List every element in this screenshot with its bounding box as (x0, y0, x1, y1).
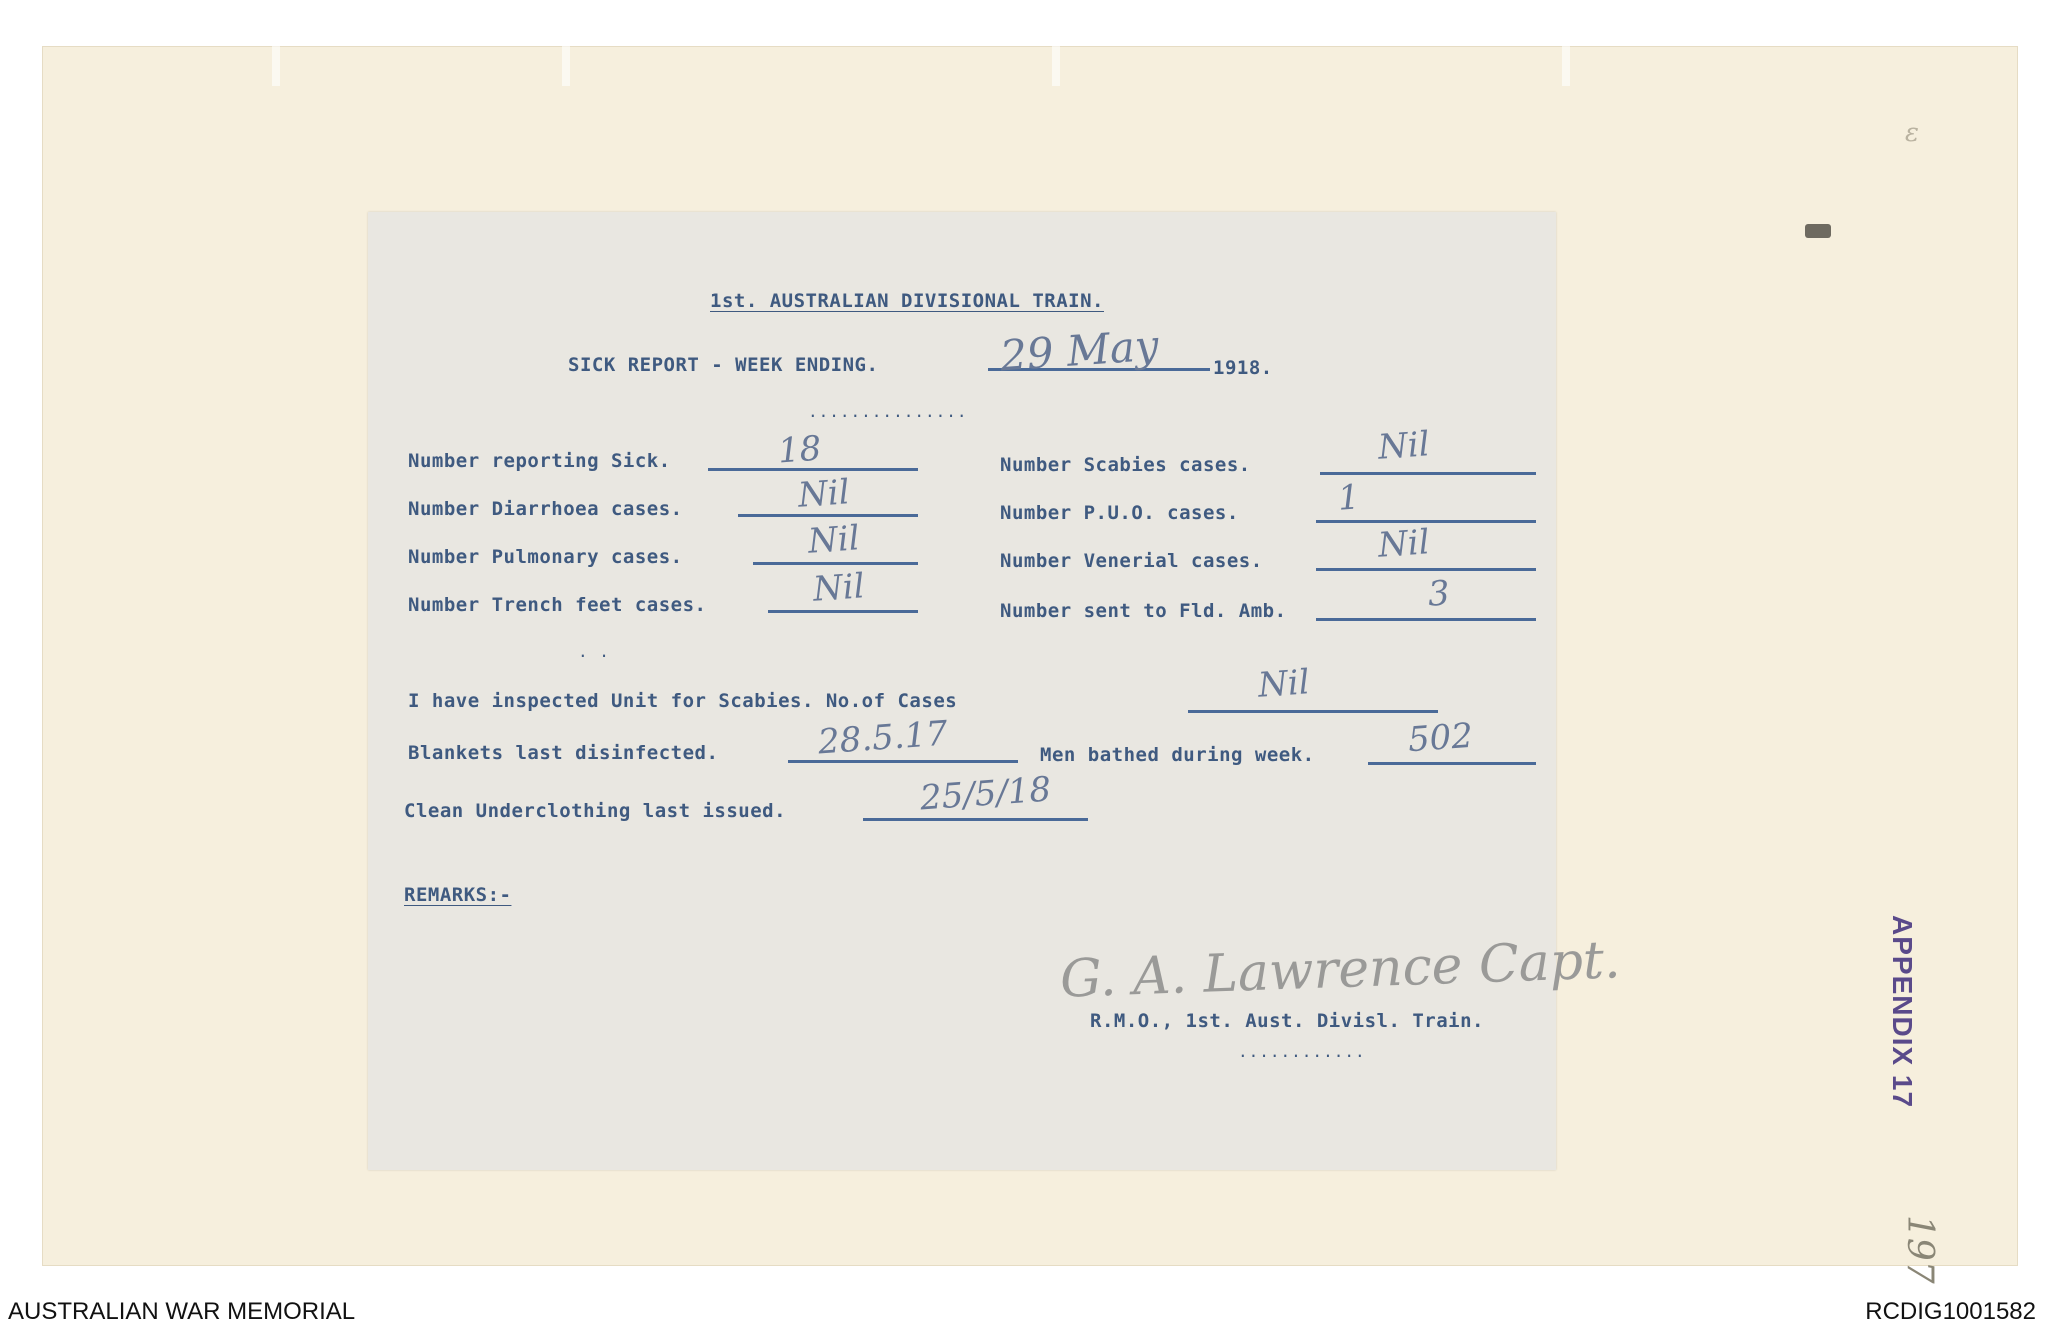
field-sent-fld-amb-line (1316, 580, 1536, 621)
report-prefix: SICK REPORT - WEEK ENDING. (568, 354, 879, 376)
field-scabies-value: Nil (1376, 424, 1431, 468)
field-trench-feet-label: Number Trench feet cases. (408, 594, 707, 616)
footer-record-id: RCDIG1001582 (1865, 1298, 2036, 1325)
field-pulmonary-label: Number Pulmonary cases. (408, 546, 683, 568)
remarks-label: REMARKS:- (404, 884, 512, 906)
title-dots: ............... (808, 402, 968, 421)
field-venereal-label: Number Venerial cases. (1000, 550, 1263, 572)
bathed-label: Men bathed during week. (1040, 744, 1315, 766)
signature-title: R.M.O., 1st. Aust. Divisl. Train. (1090, 1010, 1484, 1032)
field-puo-label: Number P.U.O. cases. (1000, 502, 1239, 524)
report-slip (368, 212, 1556, 1170)
report-title: 1st. AUSTRALIAN DIVISIONAL TRAIN. (710, 290, 1104, 312)
footer-institution: AUSTRALIAN WAR MEMORIAL (8, 1298, 356, 1325)
inspection-line (1188, 672, 1438, 713)
field-reporting-sick-label: Number reporting Sick. (408, 450, 671, 472)
appendix-stamp: APPENDIX 17 (1887, 915, 1918, 1109)
pencil-page-number: 197 (1899, 1215, 1940, 1284)
week-ending-value: 29 May (998, 320, 1161, 381)
bathed-value: 502 (1406, 715, 1475, 761)
tear-mark (562, 46, 570, 86)
field-scabies-label: Number Scabies cases. (1000, 454, 1251, 476)
report-year: 1918. (1213, 357, 1273, 379)
blankets-value: 28.5.17 (816, 713, 950, 763)
pencil-mark: ε (1905, 118, 1919, 148)
tear-mark (1052, 46, 1060, 86)
field-pulmonary-value: Nil (806, 518, 861, 562)
field-reporting-sick-value: 18 (776, 428, 823, 472)
underclothing-label: Clean Underclothing last issued. (404, 800, 787, 822)
blankets-label: Blankets last disinfected. (408, 742, 719, 764)
handwritten-signature: G. A. Lawrence Capt. (1059, 930, 1622, 1010)
tear-mark (1562, 46, 1570, 86)
stray-dots: . . (578, 642, 610, 661)
field-diarrhoea-label: Number Diarrhoea cases. (408, 498, 683, 520)
tear-mark (272, 46, 280, 86)
field-diarrhoea-value: Nil (796, 472, 851, 516)
field-sent-fld-amb-value: 3 (1426, 573, 1452, 615)
field-venereal-value: Nil (1376, 522, 1431, 566)
ink-blot (1805, 224, 1831, 238)
inspection-label: I have inspected Unit for Scabies. No.of Cases (408, 690, 958, 712)
inspection-value: Nil (1256, 662, 1311, 706)
signature-dots: ............ (1238, 1042, 1366, 1061)
field-sent-fld-amb-label: Number sent to Fld. Amb. (1000, 600, 1287, 622)
field-trench-feet-value: Nil (811, 566, 866, 610)
underclothing-value: 25/5/18 (918, 769, 1053, 819)
field-puo-value: 1 (1336, 477, 1362, 519)
